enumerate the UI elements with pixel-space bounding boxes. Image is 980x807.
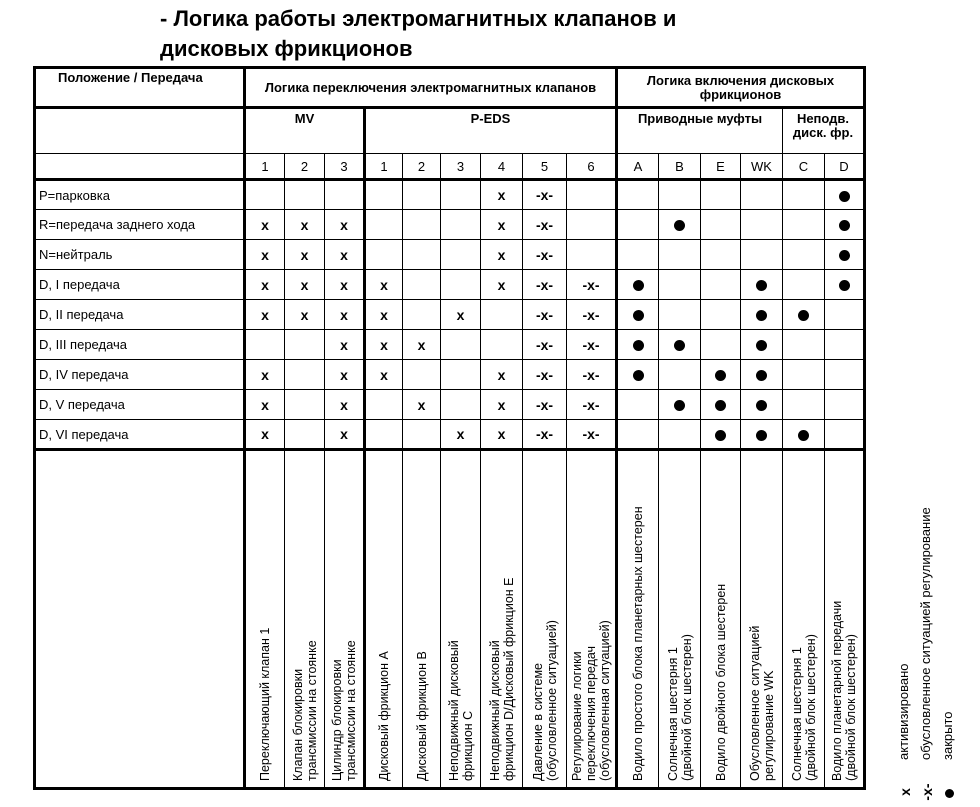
regulated-mark: -x- — [582, 396, 600, 413]
activated-mark-cell — [365, 330, 403, 360]
column-description-text: Регулирование логики переключения передач (обусловленная ситуацией) — [570, 620, 612, 781]
closed-dot-icon — [756, 400, 767, 411]
regulated-mark-cell — [567, 270, 617, 300]
closed-dot-icon — [674, 220, 685, 231]
column-number: B — [659, 154, 701, 180]
empty-cell — [285, 180, 325, 210]
column-description — [783, 450, 825, 789]
page-title — [160, 4, 676, 64]
activated-mark: x — [497, 276, 506, 293]
empty-cell — [659, 420, 701, 450]
closed-dot-icon — [756, 340, 767, 351]
activated-mark-cell — [403, 330, 441, 360]
activated-mark-cell — [245, 300, 285, 330]
activated-mark: x — [261, 276, 269, 293]
empty-cell — [481, 330, 523, 360]
closed-dot-cell — [659, 330, 701, 360]
empty-cell — [825, 390, 865, 420]
activated-mark-cell — [245, 360, 285, 390]
column-number: 2 — [403, 154, 441, 180]
regulated-mark-cell — [567, 420, 617, 450]
closed-dot-cell — [825, 180, 865, 210]
closed-dot-icon — [715, 400, 726, 411]
column-description — [285, 450, 325, 789]
activated-mark: x — [417, 396, 426, 413]
empty-cell — [441, 210, 481, 240]
empty-cell — [441, 240, 481, 270]
closed-dot-icon — [633, 280, 644, 291]
empty-cell — [245, 180, 285, 210]
activated-mark: x — [340, 336, 348, 353]
closed-dot-icon — [633, 370, 644, 381]
activated-mark: x — [497, 187, 506, 203]
empty-cell — [825, 360, 865, 390]
activated-mark-cell — [481, 420, 523, 450]
closed-dot-cell — [741, 330, 783, 360]
empty-cell — [617, 210, 659, 240]
closed-dot-cell — [741, 420, 783, 450]
activated-mark-cell — [325, 240, 365, 270]
row-label: R=передача заднего хода — [35, 210, 245, 240]
empty-cell — [403, 240, 441, 270]
regulated-mark: -x- — [582, 276, 600, 293]
activated-mark: x — [340, 306, 348, 323]
empty-cell — [567, 180, 617, 210]
regulated-mark-cell — [567, 330, 617, 360]
closed-dot-cell — [701, 390, 741, 420]
activated-mark: x — [261, 246, 269, 263]
column-description — [481, 450, 523, 789]
column-description-text: Переключающий клапан 1 — [258, 627, 272, 781]
empty-cell — [741, 210, 783, 240]
activated-mark-cell — [441, 300, 481, 330]
empty-cell — [285, 360, 325, 390]
activated-mark: x — [261, 216, 269, 233]
activated-mark: x — [300, 276, 309, 293]
regulated-mark-cell — [567, 360, 617, 390]
table-row — [35, 270, 865, 300]
closed-dot-cell — [701, 360, 741, 390]
column-number: E — [701, 154, 741, 180]
column-description-text: Водило двойного блока шестерен — [713, 583, 728, 781]
activated-mark: x — [456, 306, 465, 323]
empty-cell — [659, 240, 701, 270]
column-number: 4 — [481, 154, 523, 180]
activated-mark: x — [340, 276, 348, 293]
regulated-mark: -x- — [535, 187, 554, 203]
activated-mark-cell — [245, 420, 285, 450]
closed-dot-icon — [633, 340, 644, 351]
empty-cell — [783, 360, 825, 390]
regulated-mark: -x- — [582, 336, 600, 353]
closed-dot-cell — [825, 210, 865, 240]
closed-dot-cell — [617, 300, 659, 330]
column-description-text: Солнечная шестерня 1 (двойной блок шестерен) — [665, 634, 694, 781]
column-description — [523, 450, 567, 789]
closed-dot-icon — [674, 400, 685, 411]
activated-mark-cell — [285, 300, 325, 330]
empty-cell — [783, 390, 825, 420]
legend-item — [917, 410, 937, 800]
closed-dot-icon — [839, 280, 850, 291]
empty-cell — [481, 300, 523, 330]
row-label: D, V передача — [35, 390, 245, 420]
empty-cell — [441, 270, 481, 300]
column-description-text: Неподвижный дисковый фрикцион D/Дисковый фрикцион E — [487, 577, 516, 781]
activated-mark: x — [261, 426, 269, 442]
logic-table — [33, 66, 866, 790]
closed-dot-icon — [633, 310, 644, 321]
legend — [895, 410, 965, 800]
empty-cell — [285, 420, 325, 450]
empty-cell — [441, 180, 481, 210]
empty-cell — [783, 270, 825, 300]
empty-cell — [701, 180, 741, 210]
activated-mark: x — [497, 366, 506, 383]
empty-cell — [365, 240, 403, 270]
empty-cell — [617, 390, 659, 420]
description-row — [35, 450, 865, 789]
regulated-mark: -x- — [535, 306, 554, 323]
column-number: D — [825, 154, 865, 180]
empty-cell — [825, 300, 865, 330]
empty-cell — [567, 240, 617, 270]
empty-cell — [567, 210, 617, 240]
activated-mark: x — [300, 306, 309, 323]
activated-mark-cell — [285, 240, 325, 270]
regulated-mark-cell — [567, 300, 617, 330]
header-peds: P-EDS — [365, 108, 617, 154]
activated-mark-cell — [365, 300, 403, 330]
column-description — [325, 450, 365, 789]
header-drive-clutches: Приводные муфты — [617, 108, 783, 154]
column-description-text: Солнечная шестерня 1 (двойной блок шестерен) — [789, 634, 818, 781]
empty-cell — [825, 330, 865, 360]
empty-cell — [701, 210, 741, 240]
column-description-text: Обусловленное ситуацией регулирование WK — [747, 625, 776, 781]
activated-mark-cell — [325, 270, 365, 300]
column-description — [441, 450, 481, 789]
header-valves-logic: Логика переключения электромагнитных клапанов — [245, 68, 617, 108]
column-number: 1 — [245, 154, 285, 180]
activated-mark: x — [497, 246, 506, 263]
column-description-text: Давление в системе (обусловленное ситуацией) — [530, 620, 559, 781]
header-mv: MV — [245, 108, 365, 154]
table-row — [35, 180, 865, 210]
empty-cell — [825, 420, 865, 450]
empty-cell — [403, 300, 441, 330]
activated-mark-cell — [365, 360, 403, 390]
closed-dot-icon — [798, 310, 809, 321]
regulated-mark: -x- — [535, 426, 554, 442]
regulated-mark-cell — [523, 210, 567, 240]
legend-dot-icon — [939, 784, 959, 800]
activated-mark: x — [261, 366, 269, 383]
activated-mark: x — [456, 426, 465, 442]
table-row — [35, 330, 865, 360]
closed-dot-icon — [674, 340, 685, 351]
regulated-mark-cell — [523, 330, 567, 360]
activated-mark-cell — [325, 300, 365, 330]
activated-mark: x — [300, 246, 309, 263]
empty-cell — [403, 210, 441, 240]
regulated-mark: -x- — [535, 246, 554, 263]
regulated-mark: -x- — [535, 396, 554, 413]
column-description — [741, 450, 783, 789]
column-number-empty — [35, 154, 245, 180]
empty-cell — [783, 210, 825, 240]
activated-mark-cell — [481, 390, 523, 420]
empty-cell — [403, 180, 441, 210]
table-row — [35, 390, 865, 420]
column-number: WK — [741, 154, 783, 180]
empty-cell — [701, 330, 741, 360]
empty-cell — [325, 180, 365, 210]
column-number: 3 — [325, 154, 365, 180]
regulated-mark-cell — [523, 390, 567, 420]
legend-text: активизировано — [896, 663, 911, 760]
empty-cell — [245, 330, 285, 360]
row-label: D, II передача — [35, 300, 245, 330]
closed-dot-icon — [715, 430, 726, 441]
closed-dot-cell — [783, 300, 825, 330]
row-label: D, III передача — [35, 330, 245, 360]
activated-mark: x — [340, 396, 348, 413]
activated-mark: x — [497, 216, 506, 233]
empty-cell — [659, 300, 701, 330]
row-label: D, I передача — [35, 270, 245, 300]
activated-mark: x — [497, 396, 506, 413]
column-description — [403, 450, 441, 789]
empty-cell — [701, 270, 741, 300]
closed-dot-cell — [617, 270, 659, 300]
empty-cell — [285, 330, 325, 360]
header-fixed-clutches: Неподв. диск. фр. — [783, 108, 865, 154]
column-description-text: Цилиндр блокировки трансмиссии на стоянке — [330, 640, 358, 781]
activated-mark-cell — [285, 270, 325, 300]
table-row — [35, 360, 865, 390]
regulated-mark-cell — [523, 360, 567, 390]
header-empty — [35, 108, 245, 154]
activated-mark-cell — [481, 240, 523, 270]
empty-cell — [659, 360, 701, 390]
empty-cell — [741, 180, 783, 210]
empty-cell — [365, 420, 403, 450]
regulated-mark: -x- — [582, 366, 600, 383]
closed-dot-cell — [617, 360, 659, 390]
legend-text: обусловленное ситуацией регулирование — [918, 507, 933, 760]
activated-mark-cell — [481, 270, 523, 300]
legend-symbol: -x- — [919, 783, 935, 801]
regulated-mark: -x- — [582, 306, 600, 323]
title-line-1: - Логика работы электромагнитных клапанов и — [160, 6, 677, 31]
row-label: D, VI передача — [35, 420, 245, 450]
legend-item — [895, 410, 915, 800]
column-number: 1 — [365, 154, 403, 180]
row-label: D, IV передача — [35, 360, 245, 390]
column-number: 5 — [523, 154, 567, 180]
closed-dot-icon — [756, 310, 767, 321]
row-label: N=нейтраль — [35, 240, 245, 270]
closed-dot-cell — [741, 300, 783, 330]
column-description — [659, 450, 701, 789]
table-row — [35, 300, 865, 330]
empty-cell — [617, 420, 659, 450]
activated-mark: x — [300, 216, 309, 233]
column-description — [245, 450, 285, 789]
empty-cell — [365, 180, 403, 210]
empty-cell — [441, 360, 481, 390]
closed-dot-cell — [617, 330, 659, 360]
regulated-mark-cell — [523, 240, 567, 270]
activated-mark-cell — [481, 210, 523, 240]
regulated-mark: -x- — [582, 426, 600, 442]
empty-cell — [403, 420, 441, 450]
activated-mark-cell — [325, 420, 365, 450]
regulated-mark: -x- — [535, 366, 554, 383]
activated-mark: x — [380, 336, 388, 353]
legend-symbol: x — [897, 788, 913, 796]
regulated-mark-cell — [523, 420, 567, 450]
closed-dot-cell — [659, 210, 701, 240]
column-number: 6 — [567, 154, 617, 180]
column-description-text: Клапан блокировки трансмиссии на стоянке — [290, 640, 319, 781]
closed-dot-icon — [798, 430, 809, 441]
empty-cell — [441, 390, 481, 420]
empty-cell — [365, 390, 403, 420]
regulated-mark-cell — [523, 270, 567, 300]
activated-mark-cell — [285, 210, 325, 240]
legend-item — [939, 410, 959, 800]
column-description — [365, 450, 403, 789]
regulated-mark: -x- — [535, 216, 554, 233]
activated-mark-cell — [325, 210, 365, 240]
column-description-text: Неподвижный дисковый фрикцион C — [446, 640, 475, 781]
closed-dot-cell — [701, 420, 741, 450]
column-number: 3 — [441, 154, 481, 180]
column-description — [825, 450, 865, 789]
empty-cell — [783, 180, 825, 210]
empty-cell — [659, 180, 701, 210]
table-row — [35, 420, 865, 450]
column-description-text: Дисковый фрикцион B — [414, 651, 429, 781]
activated-mark-cell — [441, 420, 481, 450]
closed-dot-icon — [839, 220, 850, 231]
activated-mark: x — [340, 216, 348, 233]
activated-mark: x — [380, 366, 388, 383]
closed-dot-cell — [741, 360, 783, 390]
column-number: A — [617, 154, 659, 180]
description-empty — [35, 450, 245, 789]
column-number: C — [783, 154, 825, 180]
empty-cell — [285, 390, 325, 420]
regulated-mark: -x- — [535, 336, 554, 353]
column-description-text: Дисковый фрикцион A — [377, 651, 391, 781]
closed-dot-cell — [825, 240, 865, 270]
empty-cell — [617, 180, 659, 210]
activated-mark-cell — [325, 390, 365, 420]
empty-cell — [403, 270, 441, 300]
activated-mark: x — [380, 306, 388, 323]
activated-mark: x — [380, 276, 388, 293]
activated-mark: x — [340, 426, 348, 442]
empty-cell — [701, 240, 741, 270]
activated-mark-cell — [481, 360, 523, 390]
empty-cell — [441, 330, 481, 360]
regulated-mark-cell — [523, 180, 567, 210]
activated-mark: x — [261, 306, 269, 323]
header-clutch-logic: Логика включения дисковых фрикционов — [617, 68, 865, 108]
activated-mark-cell — [403, 390, 441, 420]
closed-dot-icon — [756, 280, 767, 291]
column-description — [617, 450, 659, 789]
activated-mark-cell — [325, 330, 365, 360]
header-position-gear: Положение / Передача — [35, 68, 245, 108]
closed-dot-cell — [659, 390, 701, 420]
column-number: 2 — [285, 154, 325, 180]
activated-mark-cell — [325, 360, 365, 390]
empty-cell — [403, 360, 441, 390]
table-row — [35, 210, 865, 240]
legend-text: закрыто — [940, 711, 955, 760]
regulated-mark-cell — [523, 300, 567, 330]
title-line-2: дисковых фрикционов — [160, 36, 413, 61]
empty-cell — [701, 300, 741, 330]
activated-mark-cell — [245, 210, 285, 240]
closed-dot-cell — [741, 390, 783, 420]
row-label: P=парковка — [35, 180, 245, 210]
closed-dot-cell — [741, 270, 783, 300]
activated-mark: x — [340, 366, 348, 383]
closed-dot-icon — [756, 370, 767, 381]
empty-cell — [617, 240, 659, 270]
activated-mark: x — [417, 336, 426, 353]
activated-mark-cell — [245, 240, 285, 270]
activated-mark: x — [340, 246, 348, 263]
empty-cell — [783, 330, 825, 360]
closed-dot-icon — [839, 250, 850, 261]
activated-mark: x — [497, 426, 506, 442]
activated-mark-cell — [365, 270, 403, 300]
regulated-mark-cell — [567, 390, 617, 420]
activated-mark-cell — [245, 390, 285, 420]
empty-cell — [741, 240, 783, 270]
activated-mark: x — [261, 396, 269, 413]
column-description-text: Водило простого блока планетарных шестерен — [631, 506, 645, 781]
column-description — [701, 450, 741, 789]
closed-dot-cell — [783, 420, 825, 450]
closed-dot-icon — [715, 370, 726, 381]
activated-mark-cell — [245, 270, 285, 300]
regulated-mark: -x- — [535, 276, 554, 293]
activated-mark-cell — [481, 180, 523, 210]
empty-cell — [365, 210, 403, 240]
empty-cell — [783, 240, 825, 270]
closed-dot-icon — [756, 430, 767, 441]
closed-dot-cell — [825, 270, 865, 300]
column-description — [567, 450, 617, 789]
column-description-text: Водило планетарной передачи (двойной блок шестерен) — [830, 600, 858, 781]
table-row — [35, 240, 865, 270]
closed-dot-icon — [839, 191, 850, 202]
empty-cell — [659, 270, 701, 300]
